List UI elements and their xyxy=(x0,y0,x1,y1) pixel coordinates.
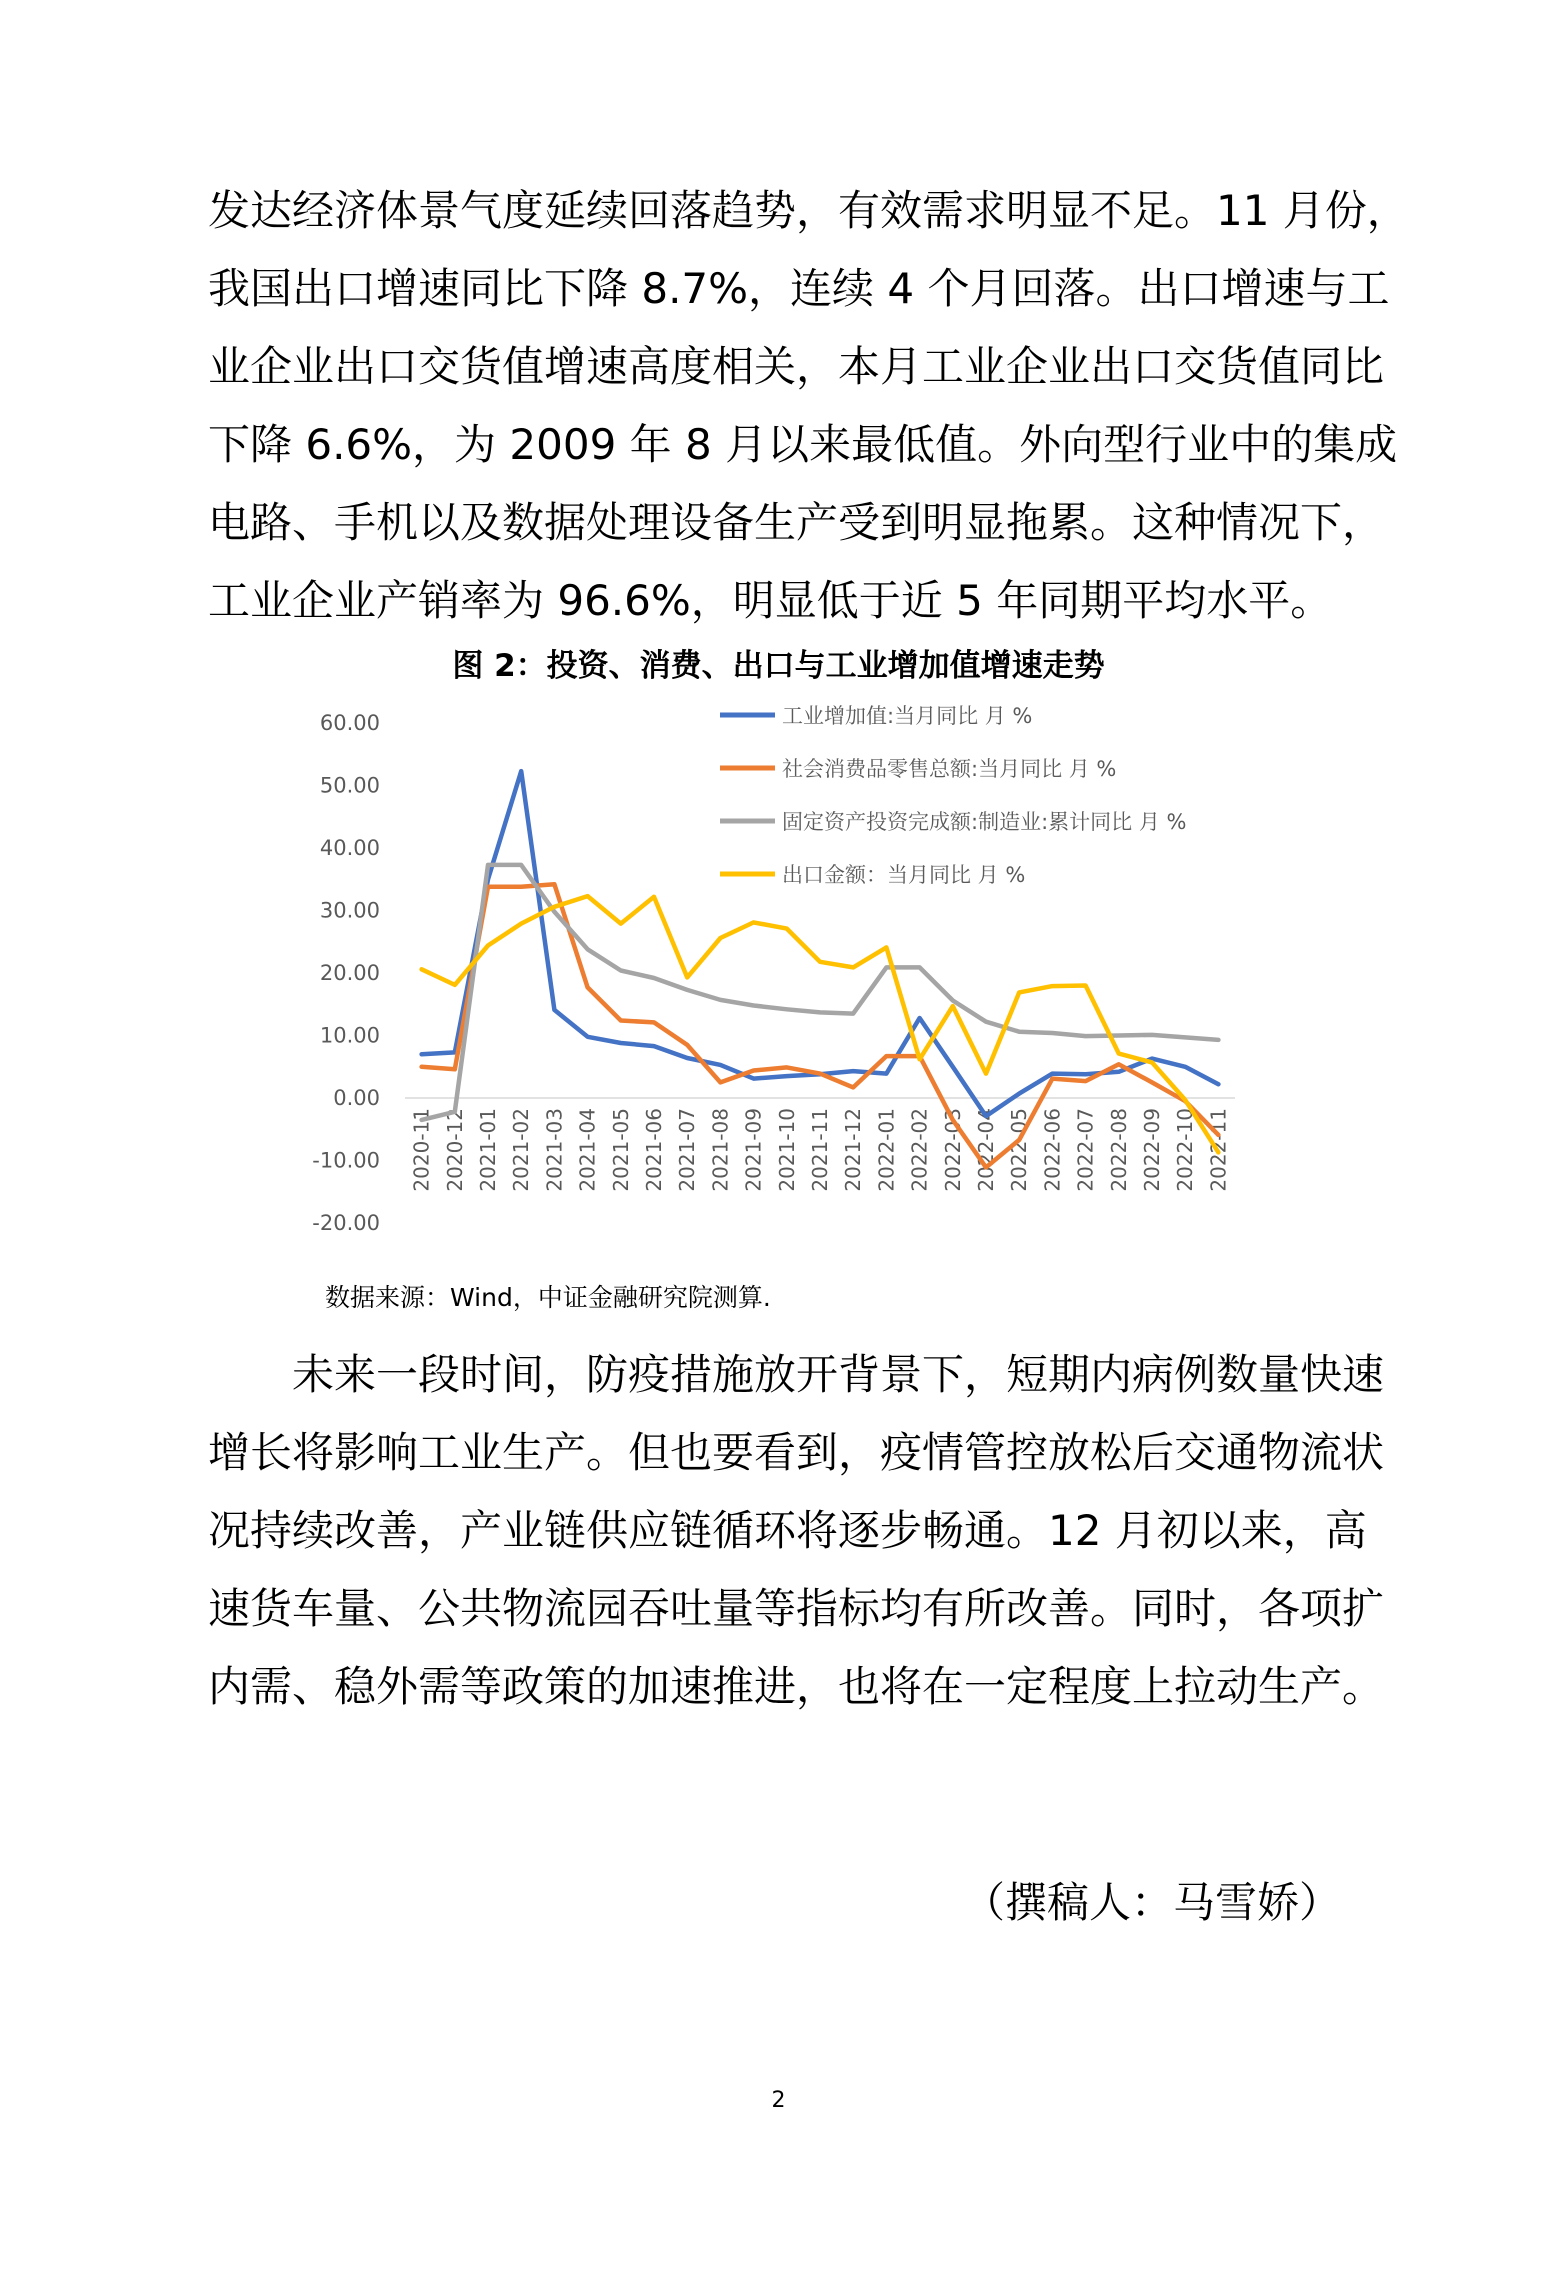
author-credit: （撰稿人：马雪娇） xyxy=(962,1878,1341,1927)
y-tick-label: -20.00 xyxy=(312,1211,380,1235)
x-tick-label: 2021-06 xyxy=(642,1108,666,1192)
y-tick-label: 10.00 xyxy=(319,1023,380,1048)
paragraph-line: 况持续改善，产业链供应链循环将逐步畅通。12 月初以来，高 xyxy=(208,1506,1367,1555)
paragraph-line: 下降 6.6%，为 2009 年 8 月以来最低值。外向型行业中的集成 xyxy=(208,420,1398,469)
legend-label: 出口金额：当月同比 月 % xyxy=(782,863,1026,887)
x-tick-label: 2022-01 xyxy=(874,1108,899,1192)
paragraph-line: 发达经济体景气度延续回落趋势，有效需求明显不足。11 月份， xyxy=(208,186,1409,235)
x-tick-label: 2021-11 xyxy=(808,1108,832,1192)
x-tick-label: 2021-12 xyxy=(841,1108,866,1192)
x-tick-label: 2021-08 xyxy=(708,1108,733,1192)
paragraph-line: 内需、稳外需等政策的加速推进，也将在一定程度上拉动生产。 xyxy=(208,1662,1385,1711)
x-tick-label: 2022-10 xyxy=(1173,1108,1198,1192)
legend-label: 固定资产投资完成额:制造业:累计同比 月 % xyxy=(782,810,1187,834)
x-tick-label: 2021-07 xyxy=(675,1108,700,1192)
paragraph-line: 我国出口增速同比下降 8.7%，连续 4 个月回落。出口增速与工 xyxy=(208,264,1390,313)
y-tick-label: 20.00 xyxy=(319,961,380,985)
paragraph-line: 增长将影响工业生产。但也要看到，疫情管控放松后交通物流状 xyxy=(208,1428,1385,1477)
y-tick-label: -10.00 xyxy=(312,1148,380,1173)
figure-source-note: 数据来源：Wind，中证金融研究院测算. xyxy=(325,1283,771,1312)
paragraph-line: 工业企业产销率为 96.6%，明显低于近 5 年同期平均水平。 xyxy=(208,576,1333,625)
x-tick-label: 2021-02 xyxy=(509,1108,534,1192)
y-tick-label: 40.00 xyxy=(319,836,380,860)
x-tick-label: 2022-09 xyxy=(1140,1108,1164,1192)
x-tick-label: 2022-03 xyxy=(940,1108,965,1192)
page-number: 2 xyxy=(771,2088,786,2113)
x-tick-label: 2021-03 xyxy=(542,1108,567,1192)
paragraph-line: 业企业出口交货值增速高度相关，本月工业企业出口交货值同比 xyxy=(208,342,1385,391)
line-chart xyxy=(290,690,1280,1250)
y-tick-label: 0.00 xyxy=(333,1086,380,1110)
x-tick-label: 2022-02 xyxy=(907,1108,932,1192)
x-tick-label: 2022-07 xyxy=(1073,1108,1098,1192)
x-tick-label: 2022-05 xyxy=(1007,1108,1032,1192)
x-tick-label: 2022-04 xyxy=(974,1108,998,1192)
y-tick-label: 50.00 xyxy=(319,773,380,798)
legend-label: 社会消费品零售总额:当月同比 月 % xyxy=(782,757,1117,781)
x-tick-label: 2022-08 xyxy=(1106,1108,1131,1192)
x-tick-label: 2020-12 xyxy=(442,1108,467,1192)
paragraph-line: 未来一段时间，防疫措施放开背景下，短期内病例数量快速 xyxy=(292,1350,1385,1399)
x-tick-label: 2021-10 xyxy=(774,1108,799,1192)
figure-title: 图 2：投资、消费、出口与工业增加值增速走势 xyxy=(452,648,1105,684)
y-tick-label: 30.00 xyxy=(319,898,380,923)
y-tick-label: 60.00 xyxy=(319,711,380,735)
x-axis xyxy=(410,1108,1231,1192)
x-tick-label: 2022-11 xyxy=(1206,1108,1231,1192)
y-axis xyxy=(312,711,380,1235)
x-tick-label: 2022-06 xyxy=(1040,1108,1065,1192)
chart-legend xyxy=(720,704,1186,887)
paragraph-line: 电路、手机以及数据处理设备生产受到明显拖累。这种情况下， xyxy=(208,498,1385,547)
paragraph-line: 速货车量、公共物流园吞吐量等指标均有所改善。同时，各项扩 xyxy=(208,1584,1385,1633)
x-tick-label: 2021-09 xyxy=(741,1108,766,1192)
x-tick-label: 2021-01 xyxy=(476,1108,500,1192)
legend-label: 工业增加值:当月同比 月 % xyxy=(782,704,1033,728)
paragraph-1 xyxy=(208,172,1409,640)
x-tick-label: 2021-05 xyxy=(608,1108,633,1192)
x-tick-label: 2021-04 xyxy=(575,1108,600,1192)
paragraph-2 xyxy=(208,1336,1385,1726)
x-tick-label: 2020-11 xyxy=(409,1108,434,1192)
